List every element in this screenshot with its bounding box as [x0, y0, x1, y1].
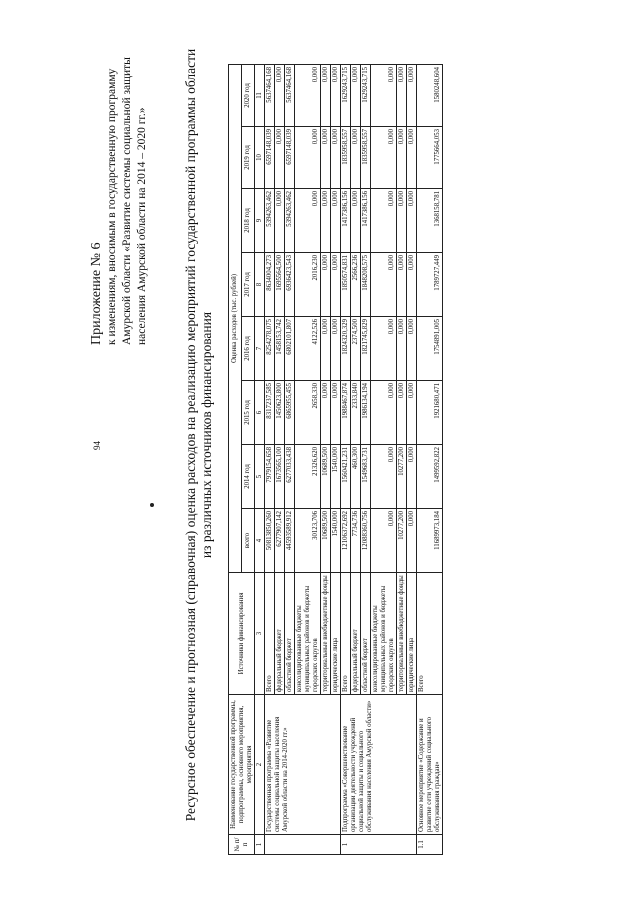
amount-cell: 0,000 [275, 65, 285, 127]
amount-cell: 0,000 [407, 381, 417, 445]
amount-cell: 1450623,800 [275, 381, 285, 445]
amount-cell: 0,000 [321, 381, 331, 445]
amount-cell: 0,000 [351, 189, 361, 253]
amount-cell: 0,000 [331, 189, 341, 253]
amount-cell: 0,000 [371, 381, 397, 445]
amount-cell: 2333,840 [351, 381, 361, 445]
header-estimate: Оценка расходов (тыс. рублей) [229, 65, 242, 573]
amount-cell: 1580248,604 [417, 65, 443, 127]
amount-cell: 0,000 [371, 445, 397, 509]
amount-cell: 6597148,039 [285, 127, 295, 189]
amount-cell: 0,000 [331, 253, 341, 317]
row-number: 1 [341, 835, 417, 855]
amount-cell: 6277907,142 [275, 509, 285, 573]
row-number [265, 835, 341, 855]
header-year: 2017 год [242, 253, 255, 317]
amount-cell: 1848208,575 [361, 253, 371, 317]
funding-source: юридические лица [407, 573, 417, 695]
funding-source: областной бюджет [361, 573, 371, 695]
amount-cell: 44593589,912 [285, 509, 295, 573]
amount-cell: 8254278,075 [265, 317, 275, 381]
amount-cell: 1986134,194 [361, 381, 371, 445]
amount-cell: 10689,500 [321, 445, 331, 509]
appendix-line: Амурской области «Развитие системы социальной защиты [121, 57, 133, 345]
amount-cell: 12088360,756 [361, 509, 371, 573]
title-line-2: из различных источников финансирования [199, 311, 214, 559]
funding-source: консолидированные бюджеты муниципальных районов и бюджеты городских округов [371, 573, 397, 695]
funding-source: консолидированные бюджеты муниципальных районов и бюджеты городских округов [295, 573, 321, 695]
stray-mark [150, 503, 154, 507]
funding-source: территориальные внебюджетные фонды [321, 573, 331, 695]
amount-cell: 1754891,005 [417, 317, 443, 381]
amount-cell: 10277,200 [397, 509, 407, 573]
header-year: 2019 год [242, 127, 255, 189]
amount-cell: 1540,000 [331, 509, 341, 573]
header-index: 1 [255, 835, 265, 855]
amount-cell: 1560421,231 [341, 445, 351, 509]
amount-cell: 4122,526 [295, 317, 321, 381]
amount-cell: 6277033,438 [285, 445, 295, 509]
amount-cell: 0,000 [295, 127, 321, 189]
funding-source: территориальные внебюджетные фонды [397, 573, 407, 695]
header-year: 2014 год [242, 445, 255, 509]
amount-cell: 2374,500 [351, 317, 361, 381]
amount-cell: 0,000 [397, 253, 407, 317]
amount-cell: 2566,236 [351, 253, 361, 317]
amount-cell: 1673565,100 [275, 445, 285, 509]
funding-source: федеральный бюджет [275, 573, 285, 695]
amount-cell: 0,000 [371, 317, 397, 381]
table-row [265, 65, 275, 855]
amount-cell: 5637464,168 [265, 65, 275, 127]
amount-cell: 1775664,053 [417, 127, 443, 189]
amount-cell: 10689,500 [321, 509, 331, 573]
amount-cell: 1835958,557 [361, 127, 371, 189]
page-number: 94 [92, 441, 102, 450]
amount-cell: 1824320,329 [341, 317, 351, 381]
header-index: 4 [255, 509, 265, 573]
amount-cell: 50813850,260 [265, 509, 275, 573]
amount-cell: 1921680,471 [417, 381, 443, 445]
appendix-line: населения Амурской области на 2014 – 2020 гг.» [136, 107, 148, 345]
amount-cell: 6802101,807 [285, 317, 295, 381]
amount-cell: 5394263,462 [285, 189, 295, 253]
amount-cell: 7734,736 [351, 509, 361, 573]
amount-cell: 1458153,742 [275, 317, 285, 381]
amount-cell: 1417386,156 [341, 189, 351, 253]
program-name: Государственная программа «Развитие системы социальной защиты населения Амурской области на 2014-2020 гг.» [265, 695, 341, 835]
amount-cell: 30123,706 [295, 509, 321, 573]
amount-cell: 0,000 [397, 189, 407, 253]
header-index: 11 [255, 65, 265, 127]
amount-cell: 1499592,822 [417, 445, 443, 509]
table-row [417, 65, 443, 855]
amount-cell: 0,000 [397, 317, 407, 381]
funding-source: Всего [265, 573, 275, 695]
amount-cell: 0,000 [295, 189, 321, 253]
funding-source: Всего [341, 573, 351, 695]
header-index: 9 [255, 189, 265, 253]
header-year: 2015 год [242, 381, 255, 445]
amount-cell: 1629243,715 [361, 65, 371, 127]
amount-cell: 1835958,557 [341, 127, 351, 189]
header-index: 5 [255, 445, 265, 509]
amount-cell: 6936423,543 [285, 253, 295, 317]
amount-cell: 6865955,455 [285, 381, 295, 445]
amount-cell: 0,000 [351, 65, 361, 127]
header-index: 2 [255, 695, 265, 835]
amount-cell: 0,000 [407, 127, 417, 189]
amount-cell: 0,000 [397, 381, 407, 445]
amount-cell: 0,000 [407, 65, 417, 127]
amount-cell: 0,000 [371, 127, 397, 189]
amount-cell: 0,000 [407, 253, 417, 317]
amount-cell: 2658,330 [295, 381, 321, 445]
amount-cell: 8634004,273 [265, 253, 275, 317]
amount-cell: 1417386,156 [361, 189, 371, 253]
amount-cell: 0,000 [371, 65, 397, 127]
amount-cell: 1789727,449 [417, 253, 443, 317]
program-name: Подпрограмма «Совершенствование организации деятельности учреждений социальной защиты и социального обслуживания населения Амурской области» [341, 695, 417, 835]
header-index: 8 [255, 253, 265, 317]
header-year: всего [242, 509, 255, 573]
table-row [341, 65, 351, 855]
amount-cell: 0,000 [321, 127, 331, 189]
amount-cell: 1821745,829 [361, 317, 371, 381]
amount-cell: 0,000 [275, 189, 285, 253]
header-year: 2016 год [242, 317, 255, 381]
amount-cell: 5637464,168 [285, 65, 295, 127]
amount-cell: 0,000 [331, 381, 341, 445]
amount-cell: 1988467,874 [341, 381, 351, 445]
funding-source: Всего [417, 573, 443, 695]
amount-cell: 0,000 [331, 127, 341, 189]
amount-cell: 0,000 [321, 317, 331, 381]
funding-source: областной бюджет [285, 573, 295, 695]
header-name: Наименование государственной программы, подпрограммы, основного мероприятия, мероприятия [229, 695, 255, 835]
amount-cell: 0,000 [321, 253, 331, 317]
header-source: Источники финансирования [229, 573, 255, 695]
header-year: 2020 год [242, 65, 255, 127]
amount-cell: 1540,000 [331, 445, 341, 509]
amount-cell: 21326,620 [295, 445, 321, 509]
amount-cell: 0,000 [321, 189, 331, 253]
amount-cell: 0,000 [371, 253, 397, 317]
amount-cell: 0,000 [351, 127, 361, 189]
amount-cell: 1850574,831 [341, 253, 351, 317]
amount-cell: 0,000 [331, 65, 341, 127]
amount-cell: 11689973,184 [417, 509, 443, 573]
funding-source: юридические лица [331, 573, 341, 695]
amount-cell: 1695564,500 [275, 253, 285, 317]
header-index: 10 [255, 127, 265, 189]
amount-cell: 1368158,781 [417, 189, 443, 253]
document-title [183, 25, 215, 845]
amount-cell: 0,000 [407, 317, 417, 381]
amount-cell: 8317237,585 [265, 381, 275, 445]
amount-cell: 0,000 [295, 65, 321, 127]
amount-cell: 0,000 [371, 189, 397, 253]
header-index: 7 [255, 317, 265, 381]
amount-cell: 2016,230 [295, 253, 321, 317]
amount-cell: 7979154,658 [265, 445, 275, 509]
amount-cell: 0,000 [321, 65, 331, 127]
amount-cell: 460,300 [351, 445, 361, 509]
amount-cell: 1629243,715 [341, 65, 351, 127]
appendix-line: к изменениям, вносимым в государственную программу [106, 68, 118, 345]
appendix-block [88, 15, 150, 345]
amount-cell: 12106372,692 [341, 509, 351, 573]
appendix-title: Приложение № 6 [89, 242, 104, 345]
amount-cell: 0,000 [407, 189, 417, 253]
amount-cell: 0,000 [371, 509, 397, 573]
header-year: 2018 год [242, 189, 255, 253]
financing-table [228, 64, 443, 855]
amount-cell: 0,000 [397, 65, 407, 127]
header-index: 3 [255, 573, 265, 695]
amount-cell: 0,000 [407, 509, 417, 573]
amount-cell: 5394263,462 [265, 189, 275, 253]
title-line-1: Ресурсное обеспечение и прогнозная (справочная) оценка расходов на реализацию мероприятий государственной программы области [183, 48, 198, 822]
program-name: Основное мероприятие «Содержание и развитие сети учреждений социального обслуживания граждан» [417, 695, 443, 835]
funding-source: федеральный бюджет [351, 573, 361, 695]
amount-cell: 1549683,731 [361, 445, 371, 509]
header-index: 6 [255, 381, 265, 445]
amount-cell: 0,000 [407, 445, 417, 509]
amount-cell: 0,000 [397, 127, 407, 189]
amount-cell: 0,000 [275, 127, 285, 189]
amount-cell: 6597148,039 [265, 127, 275, 189]
amount-cell: 0,000 [331, 317, 341, 381]
amount-cell: 10277,200 [397, 445, 407, 509]
row-number: 1.1 [417, 835, 443, 855]
header-num: № п/п [229, 835, 255, 855]
